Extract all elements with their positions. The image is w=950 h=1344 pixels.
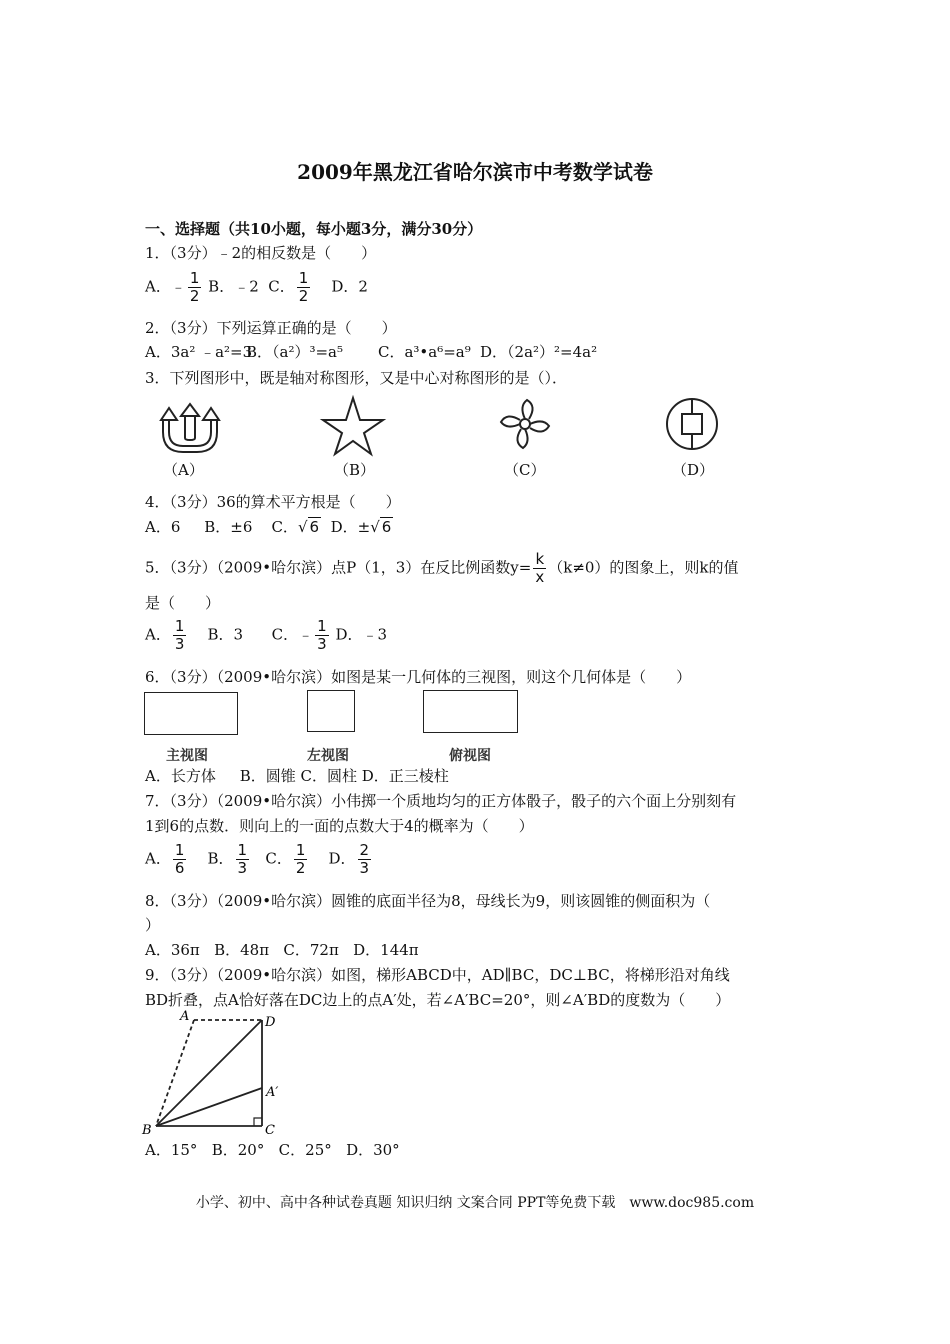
side-view-box — [307, 690, 355, 732]
q6-options — [145, 766, 449, 786]
q9-option-a: A．15° — [145, 1141, 198, 1159]
q3-label-b: （B） — [334, 461, 376, 479]
q1-a-fraction: $\frac{1}{2}$ — [189, 269, 200, 305]
top-view-box — [423, 690, 518, 733]
q9-option-c: C．25° — [278, 1141, 332, 1159]
q7-option-b: B． — [207, 849, 234, 868]
q4-option-b: B．±6 — [204, 518, 253, 536]
q6-option-b: B．圆锥 — [239, 767, 296, 785]
q2-option-a: A．3a² ﹣a²=3 — [145, 343, 253, 361]
pinwheel-figure — [501, 400, 549, 448]
q3-label-a: （A） — [163, 461, 204, 479]
q7-option-a: A． — [145, 849, 171, 868]
q5-k-over-x: $\frac{k}{x}$ — [535, 550, 545, 586]
q2-option-c: C．a³•a⁶=a⁹ — [378, 343, 471, 361]
q5-option-d: D．﹣3 — [335, 625, 388, 644]
page-footer: 小学、初中、高中各种试卷真题 知识归纳 文案合同 PPT等免费下载 www.doc985.com — [195, 1195, 755, 1211]
q5-option-c: C．﹣ — [271, 625, 314, 644]
q3-figures — [145, 390, 745, 482]
q1-c-fraction: $\frac{1}{2}$ — [298, 269, 309, 305]
q7-option-d: D． — [328, 849, 356, 868]
q1-option-d: D．2 — [331, 277, 368, 296]
q7-stem: 7．（3分）（2009•哈尔滨）小伟掷一个质地均匀的正方体骰子，骰子的六个面上分别刻有 — [145, 792, 737, 810]
q3-label-d: （D） — [672, 461, 715, 479]
q7-stem-line2: 1到6的点数．则向上的一面的点数大于4的概率为（ ） — [145, 817, 534, 835]
q4-c-radicand: 6 — [309, 518, 320, 536]
q9-stem-line2: BD折叠，点A恰好落在DC边上的点A′处，若∠A′BC=20°，则∠A′BD的度数为（ ） — [145, 991, 731, 1009]
q1-option-c: C． — [268, 277, 295, 296]
star-figure — [323, 398, 383, 454]
point-a-prime-label: A′ — [266, 1085, 279, 1100]
q4-stem: 4．（3分）36的算术平方根是（ ） — [145, 493, 401, 511]
q9-trapezoid-figure — [138, 1008, 298, 1140]
q8-option-a: A．36π — [145, 941, 200, 959]
q2-stem: 2．（3分）下列运算正确的是（ ） — [145, 319, 397, 337]
front-view-caption: 主视图 — [166, 748, 208, 764]
q4-option-a: A．6 — [145, 518, 181, 536]
point-b-label: B — [142, 1123, 152, 1138]
q7-option-c: C． — [265, 849, 292, 868]
q8-options — [145, 940, 419, 960]
q5-options: A． $\frac{1}{3}$ B．3 C．﹣ $\frac{1}{3}$ D．﹣3 — [145, 617, 388, 653]
three-arrows-figure — [161, 404, 219, 452]
q5-option-a: A． — [145, 625, 171, 644]
section-header: 一、选择题（共10小题，每小题3分，满分30分） — [145, 220, 483, 238]
q5-option-b: B．3 — [207, 625, 244, 644]
q5-stem: 5．（3分）（2009•哈尔滨）点P（1，3）在反比例函数y= $\frac{k}{x}$ （k≠0）的图象上，则k的值 — [145, 550, 739, 586]
top-view-caption: 俯视图 — [449, 748, 491, 764]
q8-option-c: C．72π — [283, 941, 339, 959]
q5-stem-line2: 是（ ） — [145, 594, 221, 612]
q2-option-b: B．（a²）³=a⁵ — [246, 343, 344, 361]
q6-option-a: A．长方体 — [145, 767, 216, 785]
q2-option-d: D．（2a²）²=4a² — [480, 343, 598, 361]
point-a-label: A — [180, 1009, 190, 1024]
q4-options: A．6 B．±6 C．√ 6 D．±√ 6 — [145, 518, 392, 536]
q4-option-c: C． — [271, 518, 298, 536]
q3-stem: 3．下列图形中，既是轴对称图形，又是中心对称图形的是（）． — [145, 369, 568, 387]
q6-option-c: C．圆柱 — [300, 767, 357, 785]
q8-option-d: D．144π — [353, 941, 419, 959]
side-view-caption: 左视图 — [307, 748, 349, 764]
page-title: 2009年黑龙江省哈尔滨市中考数学试卷 — [297, 160, 653, 184]
point-c-label: C — [265, 1123, 275, 1138]
q1-option-b: B．﹣2 — [208, 277, 259, 296]
point-d-label: D — [265, 1015, 276, 1030]
q8-stem: 8．（3分）（2009•哈尔滨）圆锥的底面半径为8，母线长为9，则该圆锥的侧面积为（ — [145, 892, 711, 910]
q7-options: A． $\frac{1}{6}$ B． $\frac{1}{3}$ C． $\frac{1}{2}$ D． $\frac{2}{3}$ — [145, 841, 370, 877]
q6-option-d: D．正三棱柱 — [361, 767, 449, 785]
q9-stem: 9．（3分）（2009•哈尔滨）如图，梯形ABCD中，AD∥BC，DC⊥BC，将梯形沿对角线 — [145, 966, 730, 984]
q4-d-radicand: 6 — [381, 518, 392, 536]
front-view-box — [144, 692, 238, 735]
q9-option-b: B．20° — [211, 1141, 265, 1159]
q3-label-c: （C） — [504, 461, 546, 479]
q1-options — [145, 270, 368, 305]
q9-options — [145, 1140, 400, 1160]
q1-option-a: A．﹣ — [145, 277, 186, 296]
q6-stem: 6．（3分）（2009•哈尔滨）如图是某一几何体的三视图，则这个几何体是（ ） — [145, 668, 692, 686]
q8-stem-line2: ） — [145, 916, 161, 934]
q4-option-d: D．± — [330, 518, 371, 536]
q9-option-d: D．30° — [346, 1141, 400, 1159]
circle-square-figure — [667, 399, 717, 449]
q1-stem: 1．（3分）﹣2的相反数是（ ） — [145, 244, 377, 262]
q8-option-b: B．48π — [214, 941, 270, 959]
